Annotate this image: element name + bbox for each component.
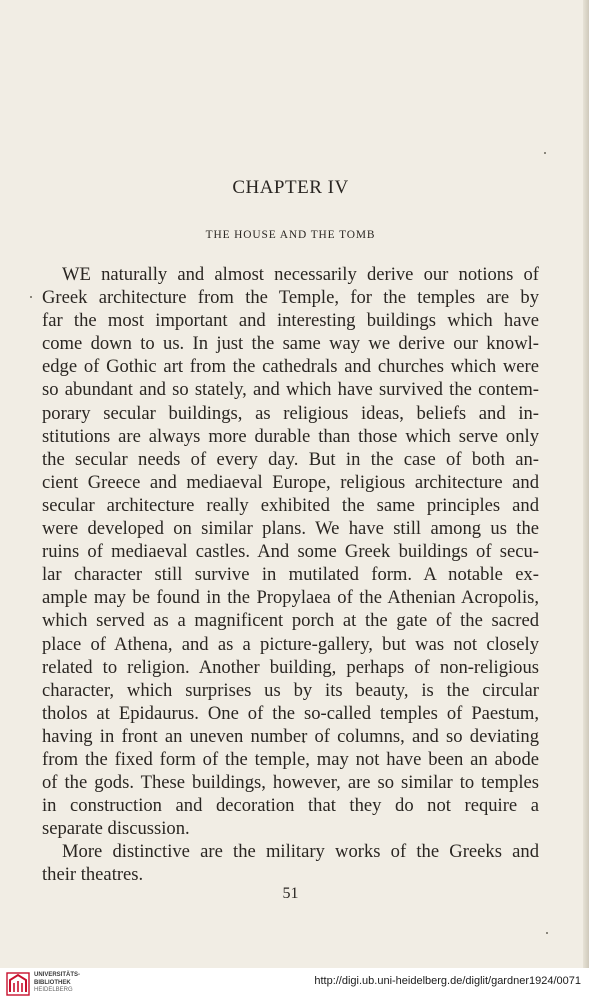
text-line: place of Athena, and as a picture-gallery, but was not closely	[42, 633, 539, 655]
source-url-link[interactable]: http://digi.ub.uni-heidelberg.de/diglit/gardner1924/0071	[314, 975, 581, 987]
text-line: cient Greece and mediaeval Europe, religious architecture and	[42, 471, 539, 493]
text-line: ample may be found in the Propylaea of the Athenian Acropolis,	[42, 587, 539, 609]
text-line: stitutions are always more durable than those which serve only	[42, 425, 539, 447]
text-line: edge of Gothic art from the cathedrals and churches which were	[42, 356, 539, 378]
text-line: ruins of mediaeval castles. And some Greek buildings of secu-	[42, 541, 539, 563]
text-line: tholos at Epidaurus. One of the so-called temples of Paestum,	[42, 702, 539, 724]
library-name-line: UNIVERSITÄTS-	[34, 972, 81, 978]
text-line: having in front an uneven number of columns, and so deviating	[42, 725, 539, 747]
text-line: were developed on similar plans. We have still among us the	[42, 518, 539, 540]
chapter-heading: CHAPTER IV	[232, 177, 349, 198]
text-line: WE naturally and almost necessarily derive our notions of	[62, 264, 539, 285]
text-line: which served as a magnificent porch at the gate of the sacred	[42, 610, 539, 632]
text-line: from the fixed form of the temple, may not have been an abode	[42, 748, 539, 770]
footer-bar	[0, 968, 589, 1004]
text-line: come down to us. In just the same way we derive our knowl-	[42, 333, 539, 355]
text-line: far the most important and interesting buildings which have	[42, 310, 539, 332]
library-name-line: HEIDELBERG	[34, 987, 73, 993]
text-line: separate discussion.	[42, 818, 190, 840]
library-name-line: BIBLIOTHEK	[34, 979, 71, 986]
text-line: related to religion. Another building, perhaps of non-religious	[42, 656, 539, 678]
text-line: lar character still survive in mutilated form. A notable ex-	[42, 564, 539, 586]
text-line: in construction and decoration that they do not require a	[42, 795, 539, 817]
text-line: so abundant and so stately, and which have survived the contem-	[42, 379, 539, 401]
text-line: More distinctive are the military works of the Greeks and	[62, 841, 539, 863]
library-logo-icon	[6, 972, 30, 996]
chapter-subtitle: THE HOUSE AND THE TOMB	[205, 229, 376, 241]
body-text	[42, 263, 539, 887]
text-line: the secular needs of every day. But in the case of both an-	[42, 448, 539, 470]
page-number: 51	[282, 885, 299, 902]
text-line: of the gods. These buildings, however, are so similar to temples	[42, 772, 539, 794]
scan-speck	[546, 932, 548, 934]
text-line: porary secular buildings, as religious ideas, beliefs and in-	[42, 402, 539, 424]
text-line: secular architecture really exhibited the same principles and	[42, 494, 539, 516]
text-line: character, which surprises us by its beauty, is the circular	[42, 679, 539, 701]
text-line: Greek architecture from the Temple, for the temples are by	[42, 287, 539, 309]
page-edge-shadow	[583, 0, 589, 968]
library-name	[34, 972, 80, 995]
scan-speck	[544, 152, 546, 154]
text-line: their theatres.	[42, 864, 144, 886]
scan-speck	[30, 296, 32, 298]
